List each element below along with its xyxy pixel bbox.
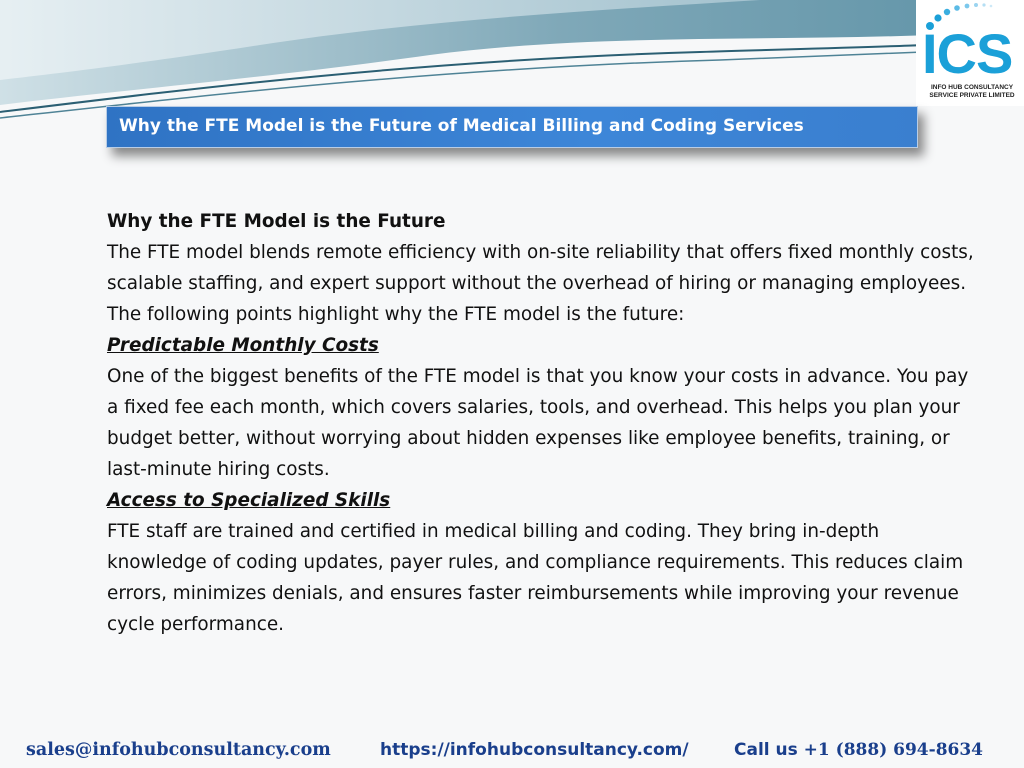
logo-subtitle-line1: INFO HUB CONSULTANCY: [930, 84, 1014, 91]
section-body-costs: One of the biggest benefits of the FTE model is that you know your costs in advance. You pay a fixed fee each month, which covers salaries, tools, and overhead. This helps you plan your budget better, without worrying about hidden expenses like employee benefits, training, or last-minute hiring costs.: [107, 366, 969, 480]
main-content: [107, 206, 982, 640]
call-label: Call us: [734, 740, 798, 760]
footer-website-link[interactable]: https://infohubconsultancy.com/: [380, 740, 689, 760]
title-banner: [106, 106, 918, 148]
section-title-skills: Access to Specialized Skills: [107, 490, 391, 511]
section-title-costs: Predictable Monthly Costs: [107, 335, 379, 356]
content-heading: Why the FTE Model is the Future: [107, 211, 446, 232]
phone-number: +1 (888) 694-8634: [803, 740, 984, 760]
logo-subtitle-line2: SERVICE PRIVATE LIMITED: [929, 91, 1015, 99]
section-body-skills: FTE staff are trained and certified in medical billing and coding. They bring in-depth knowledge of coding updates, payer rules, and compliance requirements. This reduces claim errors, minimizes denials, and ensures faster reimbursements while improving your revenue cycle performance.: [107, 521, 964, 635]
logo-text: ICS: [922, 22, 1013, 85]
footer-email-link[interactable]: sales@infohubconsultancy.com: [26, 740, 331, 760]
intro-paragraph: The FTE model blends remote efficiency with on-site reliability that offers fixed monthly costs, scalable staffing, and expert support without the overhead of hiring or managing employees. The following points highlight why the FTE model is the future:: [107, 242, 974, 325]
logo-subtitle: [920, 84, 1024, 99]
company-logo: [916, 0, 1024, 106]
footer-phone[interactable]: [734, 740, 983, 760]
page-title: Why the FTE Model is the Future of Medical Billing and Coding Services: [119, 116, 804, 136]
